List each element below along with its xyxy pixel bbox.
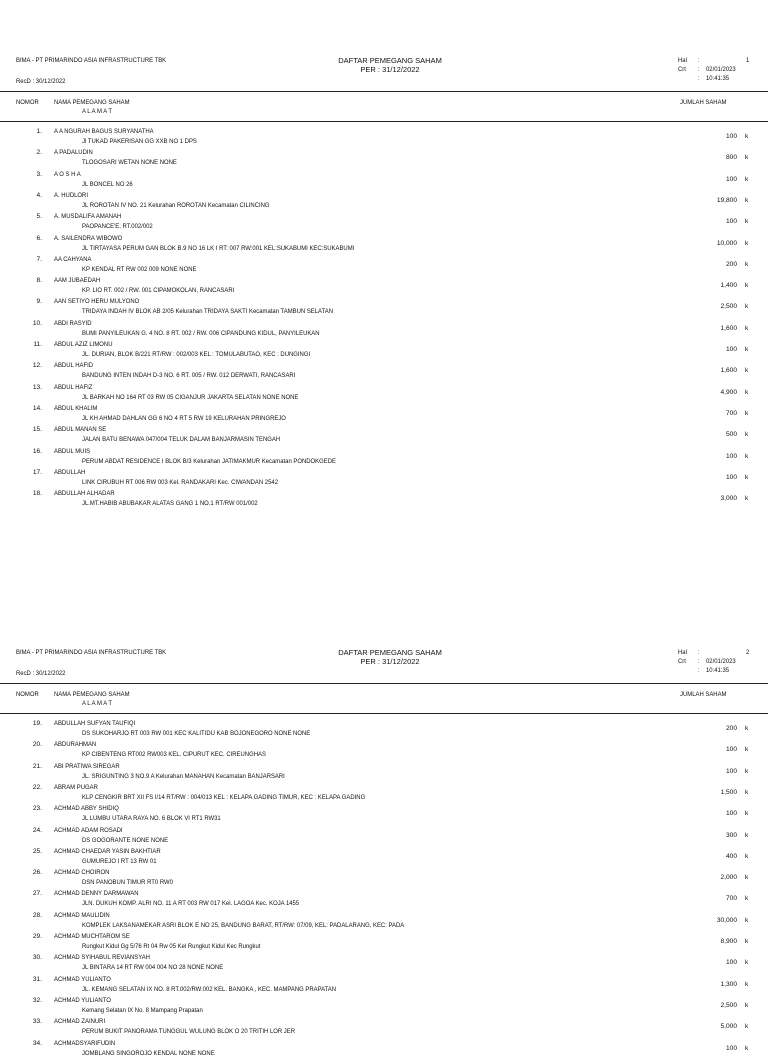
share-amount: 30,000: [716, 916, 737, 924]
share-amount: 2,500: [720, 1001, 737, 1009]
holder-address: BUMI PANYILEUKAN G. 4 NO. 8 RT. 002 / RW. 006 CIPANDUNG KIDUL, PANYILEUKAN: [82, 329, 320, 337]
created-date: 02/01/2023: [706, 658, 736, 665]
share-unit: k: [745, 810, 749, 818]
holder-address: PERUM BUKIT PANORAMA TUNGGUL WULUNG BLOK O 20 TRITIH LOR JER: [82, 1028, 296, 1036]
share-amount: 300: [725, 831, 737, 839]
share-unit: k: [745, 154, 749, 162]
holder-name: ABDI RASYID: [54, 319, 92, 327]
col-header-name: NAMA PEMEGANG SAHAM: [54, 99, 130, 106]
row-number: 30.: [32, 954, 42, 962]
row-number: 23.: [32, 805, 42, 813]
table-row: [0, 383, 768, 405]
holder-address: KLP CENGKIR BRT XII FS I/14 RT/RW : 004/013 KEL : KELAPA GADING TIMUR, KEC : KELAPA GADING: [82, 793, 366, 801]
table-row: [0, 996, 768, 1018]
row-number: 4.: [36, 191, 42, 199]
col-header-number: NOMOR: [16, 691, 39, 698]
table-row: [0, 932, 768, 954]
holder-name: ACHMAD SYIHABUL REVIANSYAH: [54, 954, 150, 962]
share-unit: k: [745, 895, 749, 903]
row-number: 27.: [32, 890, 42, 898]
table-row: [0, 127, 768, 149]
report-title: DAFTAR PEMEGANG SAHAM: [338, 56, 442, 65]
holder-name: ABDUL HAFID: [54, 362, 94, 370]
report-period: PER : 31/12/2022: [360, 65, 420, 74]
holder-name: A. HUDLORI: [54, 191, 88, 199]
row-number: 32.: [32, 996, 42, 1004]
holder-name: ACHMAD YULIANTO: [54, 975, 111, 983]
share-unit: k: [745, 916, 749, 924]
holder-address: LINK CIRUBUH RT 006 RW 003 Kel. RANDAKARI Kec. CIWANDAN 2542: [82, 478, 279, 486]
created-label: Crt: [678, 66, 686, 73]
holder-address: JL ROROTAN IV NO. 21 Kelurahan ROROTAN Kecamatan CILINCING: [82, 201, 270, 209]
holder-address: PAOPANCE'E, RT.002/002: [82, 223, 153, 231]
share-amount: 2,000: [720, 874, 737, 882]
holder-name: A A NGURAH BAGUS SURYANATHA: [54, 128, 154, 135]
row-number: 26.: [32, 869, 42, 877]
col-header-address: A L A M A T: [82, 700, 113, 707]
share-unit: k: [745, 788, 749, 796]
holder-name: ABDULLAH: [54, 468, 86, 476]
row-number: 28.: [32, 911, 42, 919]
created-date: 02/01/2023: [706, 66, 736, 73]
table-row: [0, 783, 768, 805]
table-row: [0, 255, 768, 277]
table-row: [0, 975, 768, 997]
header-divider: [0, 683, 768, 684]
table-row: [0, 1017, 768, 1039]
share-unit: k: [745, 725, 749, 732]
table-row: [0, 468, 768, 490]
row-number: 24.: [32, 826, 42, 834]
share-amount: 1,300: [720, 980, 737, 988]
share-unit: k: [745, 980, 749, 988]
report-page: [0, 0, 768, 508]
share-amount: 700: [725, 895, 737, 903]
share-amount: 100: [725, 175, 737, 183]
holder-name: ACHMAD MUCHTAROM SE: [54, 933, 130, 940]
page-number: 1: [746, 57, 750, 64]
row-number: 12.: [32, 362, 42, 370]
share-unit: k: [745, 959, 749, 967]
row-number: 21.: [32, 762, 42, 770]
row-number: 29.: [32, 933, 42, 940]
holder-address: KP CIBENTENG RT002 RW003 KEL. CIPURUT KEC. CIREUNGHAS: [82, 751, 266, 759]
share-unit: k: [745, 831, 749, 839]
holder-address: JL TIRTAYASA PERUM GAN BLOK B.9 NO 16 LK I RT: 007 RW:001 KEL:SUKABUMI KEC:SUKABUMI: [82, 244, 355, 252]
created-colon: :: [698, 667, 700, 674]
table-row: [0, 1039, 768, 1061]
share-unit: k: [745, 767, 749, 775]
share-unit: k: [745, 324, 749, 332]
created-time: 10:41:35: [706, 667, 730, 674]
holder-address: JL. KEMANG SELATAN IX NO. 8 RT.002/RW.002 KEL. BANGKA , KEC. MAMPANG PRAPATAN: [82, 985, 337, 993]
share-unit: k: [745, 239, 749, 247]
record-date: RecD : 30/12/2022: [16, 670, 66, 677]
holder-name: ABDUL HAFIZ: [54, 383, 93, 391]
row-number: 3.: [36, 170, 42, 178]
table-row: [0, 762, 768, 784]
holder-name: ACHMADSYARIFUDIN: [54, 1039, 116, 1047]
table-row: [0, 719, 768, 741]
table-row: [0, 447, 768, 469]
share-unit: k: [745, 938, 749, 945]
column-divider: [0, 121, 768, 122]
holder-address: JL. SRIGUNTING 3 NO.9 A Kelurahan MANAHAN Kecamatan BANJARSARI: [82, 772, 285, 780]
row-number: 34.: [32, 1039, 42, 1047]
share-unit: k: [745, 746, 749, 754]
holder-address: JALAN BATU BENAWA 047/004 TELUK DALAM BANJARMASIN TENGAH: [82, 436, 281, 444]
share-amount: 100: [725, 746, 737, 754]
share-amount: 100: [725, 810, 737, 818]
holder-name: AA CAHYANA: [54, 255, 92, 263]
holder-address: JOMBLANG SINGOROJO KENDAL NONE NONE: [82, 1049, 215, 1057]
row-number: 16.: [32, 447, 42, 455]
col-header-number: NOMOR: [16, 99, 39, 106]
created-colon: :: [698, 75, 700, 82]
holder-address: GUMUREJO I RT 13 RW 01: [82, 857, 157, 865]
row-number: 2.: [36, 149, 42, 157]
table-row: [0, 148, 768, 170]
holder-name: ABDUL MUIS: [54, 447, 91, 455]
table-row: [0, 826, 768, 848]
share-unit: k: [745, 495, 749, 503]
row-number: 14.: [32, 404, 42, 412]
row-number: 33.: [32, 1018, 42, 1026]
col-header-address: A L A M A T: [82, 108, 113, 115]
table-row: [0, 868, 768, 890]
share-unit: k: [745, 303, 749, 311]
report-page: [0, 592, 768, 1057]
table-row: [0, 404, 768, 426]
row-number: 9.: [36, 298, 42, 306]
share-unit: k: [745, 388, 749, 396]
table-row: [0, 234, 768, 256]
share-unit: k: [745, 1044, 749, 1052]
holder-name: ACHMAD CHOIRON: [54, 869, 110, 877]
share-amount: 100: [725, 767, 737, 775]
share-amount: 10,000: [716, 239, 737, 247]
holder-address: JL BINTARA 14 RT RW 004 004 NO 28 NONE NONE: [82, 964, 224, 972]
col-header-name: NAMA PEMEGANG SAHAM: [54, 691, 130, 698]
share-amount: 700: [725, 409, 737, 417]
holder-name: ABDUL KHALIM: [54, 404, 98, 412]
holder-address: Rungkut Kidul Gg 5/76 Rt 04 Rw 05 Kel Rungkut Kidul Kec Rungkut: [82, 943, 261, 950]
table-row: [0, 804, 768, 826]
share-unit: k: [745, 874, 749, 882]
holder-address: JL KH AHMAD DAHLAN GG 6 NO 4 RT 5 RW 19 KELURAHAN PRINGREJO: [82, 414, 286, 422]
share-amount: 4,900: [720, 388, 737, 396]
holder-name: A O S H A: [54, 170, 81, 178]
table-row: [0, 953, 768, 975]
holder-address: JL BARKAH NO 164 RT 03 RW 05 CIGANJUR JAKARTA SELATAN NONE NONE: [82, 393, 299, 401]
created-label: Crt: [678, 658, 686, 665]
share-amount: 100: [725, 133, 737, 140]
share-unit: k: [745, 260, 749, 268]
share-amount: 100: [725, 346, 737, 353]
row-number: 5.: [36, 213, 42, 221]
share-amount: 400: [725, 852, 737, 860]
share-unit: k: [745, 175, 749, 183]
table-row: [0, 489, 768, 511]
holder-address: JL.MT.HABIB ABUBAKAR ALATAS GANG 1 NO.1 RT/RW 001/002: [82, 500, 258, 508]
share-amount: 5,000: [720, 1023, 737, 1031]
holder-name: ABDUL AZIZ LIMONU: [54, 341, 113, 348]
col-header-shares: JUMLAH SAHAM: [680, 99, 727, 106]
page-colon: :: [698, 57, 700, 64]
holder-address: TLOGOSARI WETAN NONE NONE: [82, 159, 177, 167]
share-amount: 100: [725, 452, 737, 460]
share-amount: 100: [725, 959, 737, 967]
table-row: [0, 847, 768, 869]
holder-name: ACHMAD YULIANTO: [54, 996, 111, 1004]
record-date: RecD : 30/12/2022: [16, 78, 66, 85]
share-amount: 3,000: [720, 495, 737, 503]
holder-address: TRIDAYA INDAH IV BLOK AB 2/05 Kelurahan TRIDAYA SAKTI Kecamatan TAMBUN SELATAN: [82, 308, 333, 316]
table-row: [0, 297, 768, 319]
row-number: 1.: [36, 128, 42, 135]
holder-address: KP. LIO RT. 002 / RW. 001 CIPAMOKOLAN, RANCASARI: [82, 287, 235, 295]
holder-address: JLN. DUKUH KOMP. ALRI NO. 11 A RT 003 RW 017 Kel. LAGOA Kec. KOJA 1455: [82, 900, 300, 908]
holder-name: ACHMAD ADAM ROSADI: [54, 826, 123, 834]
table-row: [0, 276, 768, 298]
holder-address: Kemang Selatan IX No. 8 Mampang Prapatan: [82, 1006, 203, 1014]
share-amount: 19,800: [716, 196, 737, 204]
report-period: PER : 31/12/2022: [360, 657, 420, 666]
table-row: [0, 889, 768, 911]
report-title: DAFTAR PEMEGANG SAHAM: [338, 648, 442, 657]
table-row: [0, 911, 768, 933]
holder-address: PERUM ABDAT RESIDENCE I BLOK B/3 Kelurahan JATIMAKMUR Kecamatan PONDOKGEDE: [82, 457, 336, 465]
header-divider: [0, 91, 768, 92]
holder-address: DSN PANOBUN TIMUR RT0 RW0: [82, 879, 173, 887]
share-unit: k: [745, 1001, 749, 1009]
row-number: 17.: [32, 468, 42, 476]
holder-address: DS SUKOHARJO RT 003 RW 001 KEC KALITIDU KAB BOJONEGORO NONE NONE: [82, 730, 311, 737]
share-amount: 8,900: [720, 938, 737, 945]
holder-name: A. MUSDALIFA AMANAH: [54, 213, 122, 221]
holder-name: AAM JUBAEDAH: [54, 277, 101, 285]
holder-name: ABDURAHMAN: [54, 741, 97, 749]
row-number: 7.: [36, 255, 42, 263]
col-header-shares: JUMLAH SAHAM: [680, 691, 727, 698]
row-number: 25.: [32, 847, 42, 855]
share-unit: k: [745, 218, 749, 226]
share-amount: 200: [725, 260, 737, 268]
share-amount: 800: [725, 154, 737, 162]
share-amount: 2,500: [720, 303, 737, 311]
holder-name: ABRAM PUGAR: [54, 783, 98, 791]
row-number: 8.: [36, 277, 42, 285]
share-amount: 1,600: [720, 367, 737, 375]
row-number: 20.: [32, 741, 42, 749]
share-unit: k: [745, 452, 749, 460]
share-unit: k: [745, 1023, 749, 1031]
holder-name: ABDULLAH ALHADAR: [54, 490, 115, 498]
holder-name: ABI PRATIWA SIREGAR: [54, 762, 120, 770]
holder-name: ACHMAD ZAINURI: [54, 1018, 106, 1026]
share-unit: k: [745, 431, 749, 439]
row-number: 15.: [32, 426, 42, 434]
share-unit: k: [745, 346, 749, 353]
holder-name: ACHMAD ABBY SHIDIQ: [54, 805, 119, 813]
row-number: 22.: [32, 783, 42, 791]
row-number: 18.: [32, 490, 42, 498]
share-amount: 1,600: [720, 324, 737, 332]
page-label: Hal: [678, 649, 687, 656]
share-unit: k: [745, 282, 749, 290]
table-row: [0, 319, 768, 341]
created-time: 10:41:35: [706, 75, 730, 82]
table-row: [0, 212, 768, 234]
table-row: [0, 425, 768, 447]
share-unit: k: [745, 409, 749, 417]
share-amount: 100: [725, 1044, 737, 1052]
page-number: 2: [746, 649, 750, 656]
holder-name: ABDUL MANAN SE: [54, 426, 107, 434]
table-row: [0, 191, 768, 213]
table-row: [0, 170, 768, 192]
share-unit: k: [745, 852, 749, 860]
holder-address: KP KENDAL RT RW 002 009 NONE NONE: [82, 265, 197, 273]
holder-address: KOMPLEK LAKSANAMEKAR ASRI BLOK E NO 25, BANDUNG BARAT, RT/RW: 07/09, KEL: PADALARANG, KEC: PADA: [82, 921, 405, 929]
share-amount: 1,400: [720, 282, 737, 290]
holder-name: ACHMAD CHAEDAR YASIN BAKHTIAR: [54, 847, 161, 855]
share-amount: 100: [725, 218, 737, 226]
holder-address: JL BONCEL NO 26: [82, 180, 133, 188]
share-unit: k: [745, 196, 749, 204]
share-amount: 1,500: [720, 788, 737, 796]
holder-address: JL LUMBU UTARA RAYA NO. 6 BLOK VI RT1 RW31: [82, 815, 221, 823]
holder-address: BANDUNG INTEN INDAH D-3 NO. 6 RT. 005 / RW. 012 DERWATI, RANCASARI: [82, 372, 296, 380]
row-number: 11.: [33, 341, 42, 348]
row-number: 6.: [36, 234, 42, 242]
share-unit: k: [745, 367, 749, 375]
company-name: BIMA - PT PRIMARINDO ASIA INFRASTRUCTURE TBK: [16, 57, 167, 64]
holder-name: ACHMAD MAULIDIN: [54, 911, 110, 919]
row-number: 13.: [32, 383, 42, 391]
share-unit: k: [745, 133, 749, 140]
holder-name: ACHMAD DENNY DARMAWAN: [54, 890, 139, 898]
holder-name: ABDULLAH SUFYAN TAUFIQI: [54, 720, 136, 727]
holder-name: A. SAILENDRA WIBOWO: [54, 234, 123, 242]
table-row: [0, 740, 768, 762]
table-row: [0, 361, 768, 383]
page-colon: :: [698, 649, 700, 656]
holder-address: Jl TUKAD PAKERISAN GG XXB NO 1 DPS: [82, 138, 197, 145]
row-number: 31.: [32, 975, 42, 983]
row-number: 19.: [32, 720, 42, 727]
company-name: BIMA - PT PRIMARINDO ASIA INFRASTRUCTURE TBK: [16, 649, 167, 656]
holder-name: A PADALUDIN: [54, 149, 93, 157]
row-number: 10.: [32, 319, 42, 327]
holder-address: JL. DURIAN, BLOK B/221 RT/RW : 002/003 KEL : TOMULABUTAO, KEC : DUNGINGI: [82, 351, 311, 358]
table-row: [0, 340, 768, 362]
holder-address: DS GOGORANTE NONE NONE: [82, 836, 169, 844]
share-amount: 500: [725, 431, 737, 439]
created-colon: :: [698, 658, 700, 665]
holder-name: AAN SETIYO HERU MULYONO: [54, 298, 140, 306]
share-amount: 200: [725, 725, 737, 732]
column-divider: [0, 713, 768, 714]
share-amount: 100: [725, 473, 737, 481]
page-label: Hal: [678, 57, 687, 64]
created-colon: :: [698, 66, 700, 73]
share-unit: k: [745, 473, 749, 481]
